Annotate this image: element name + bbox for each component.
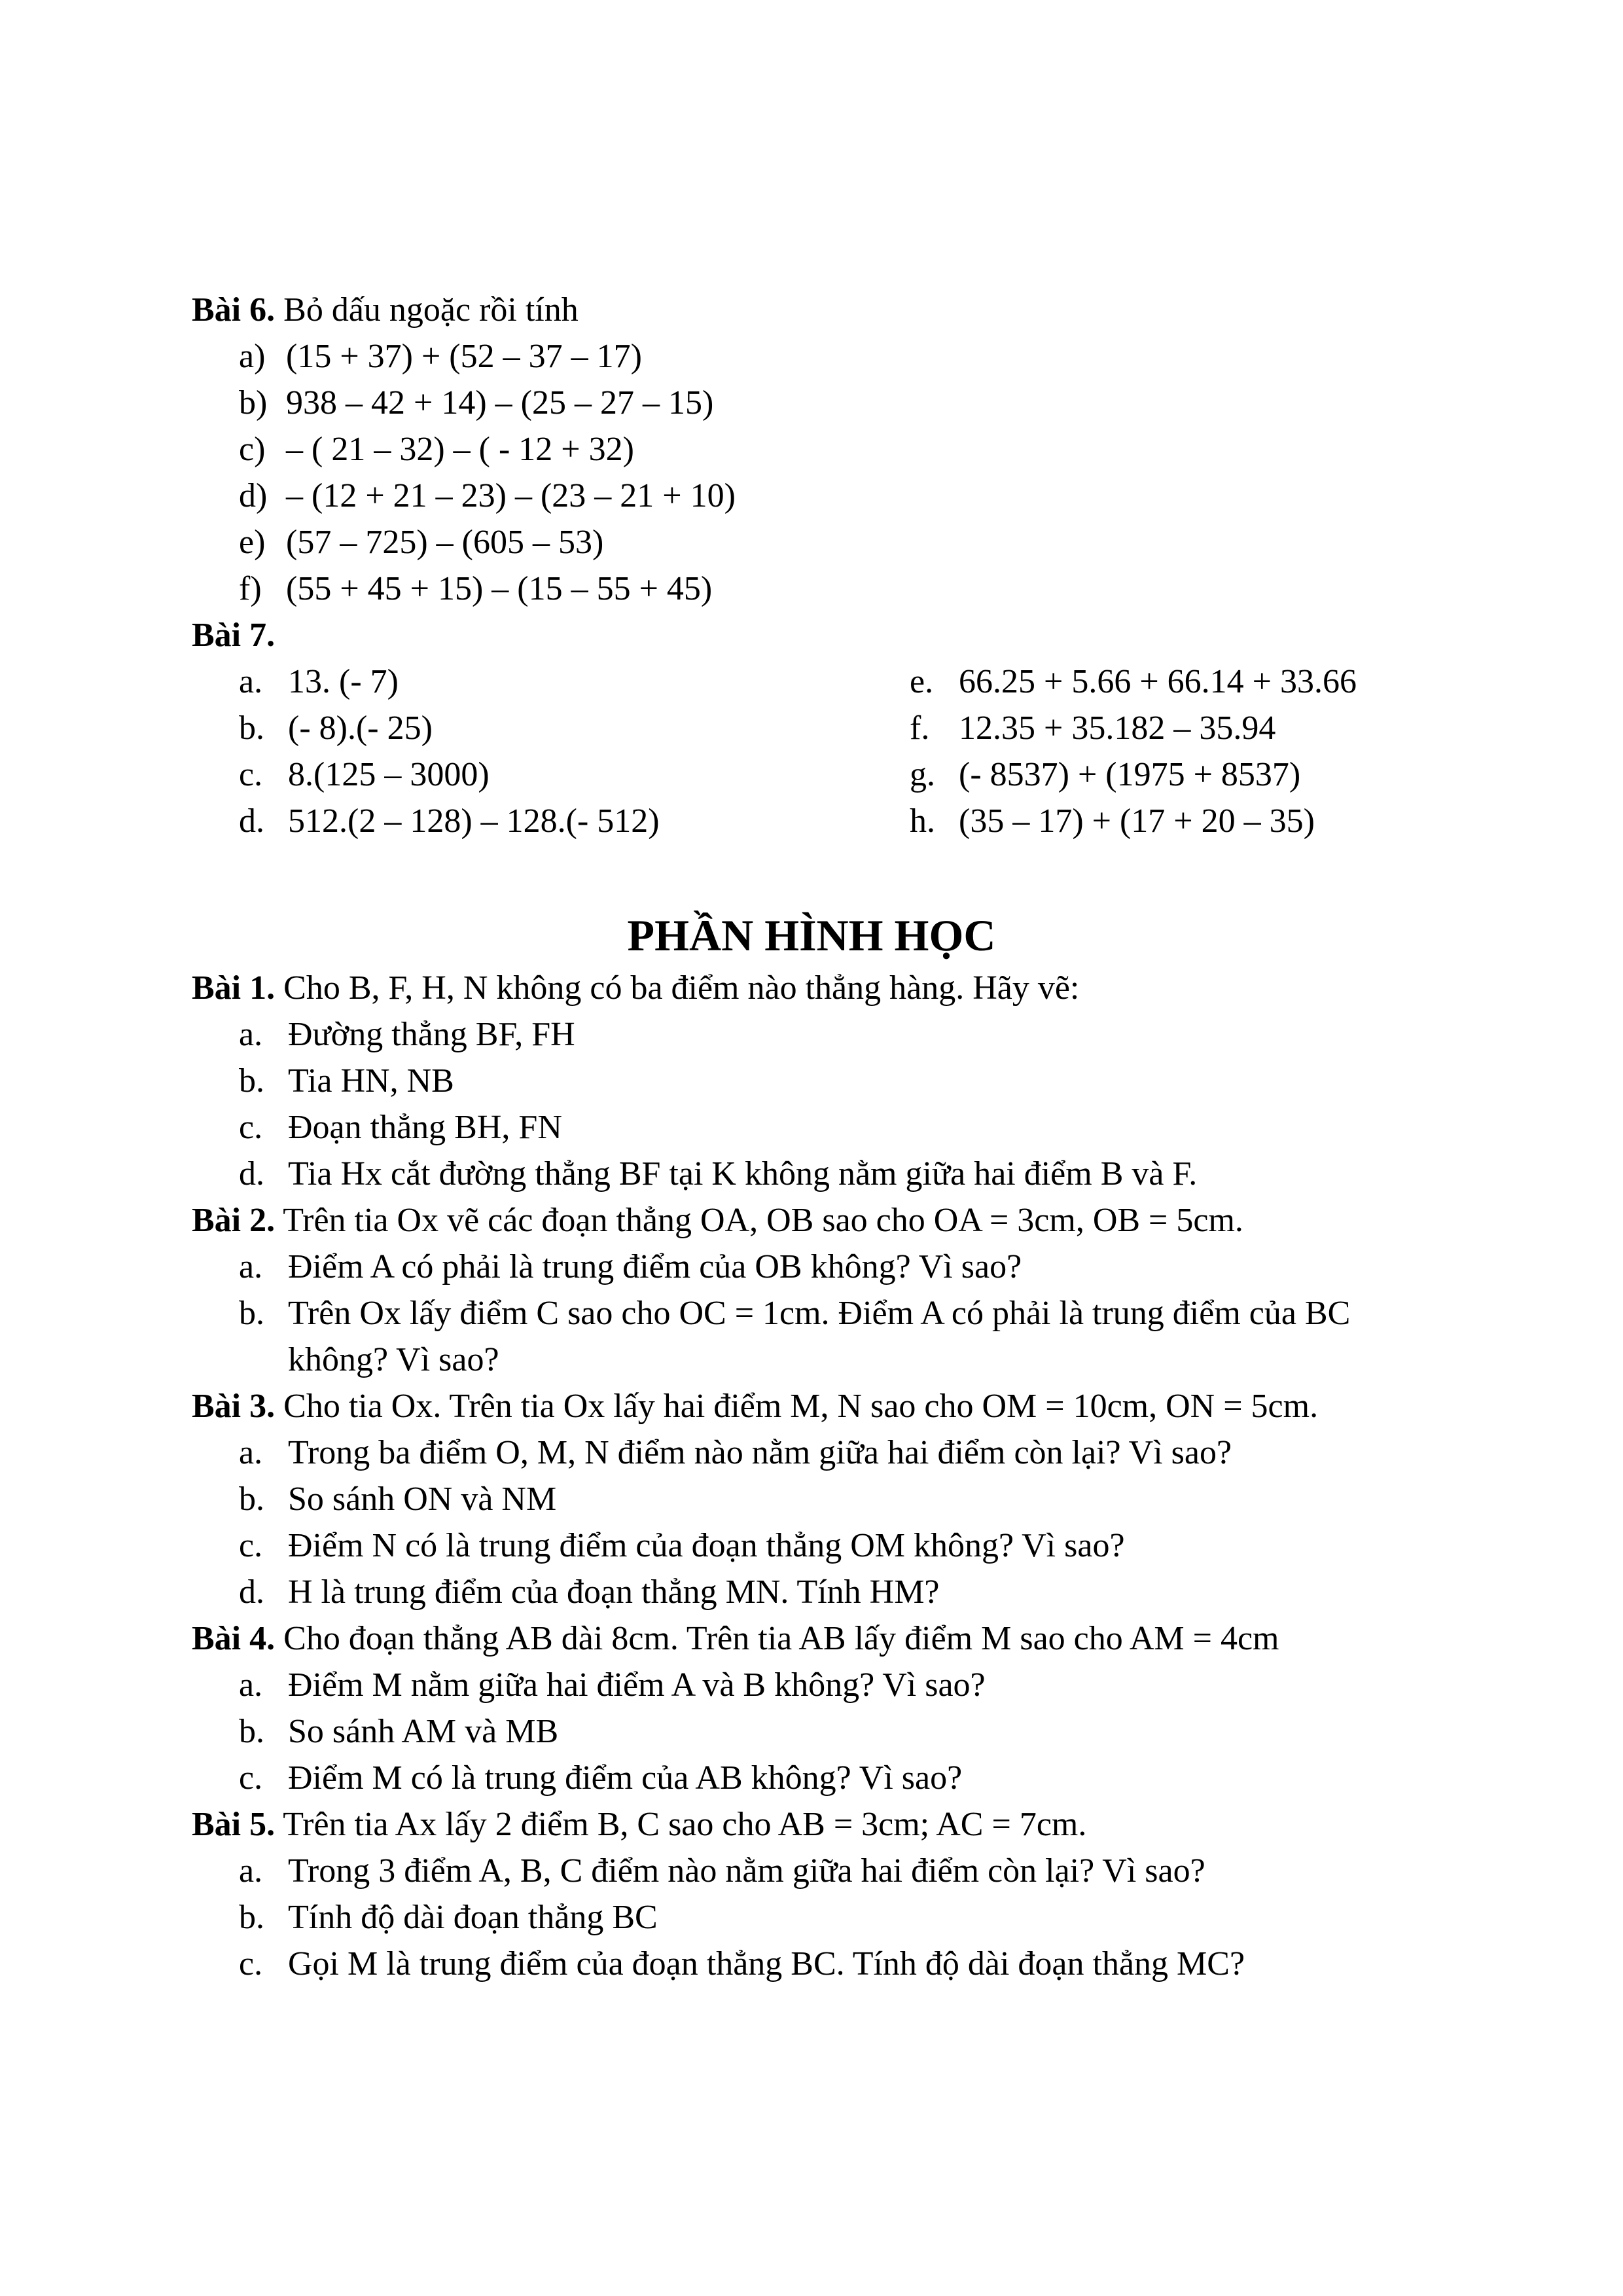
item-text: Tia Hx cắt đường thẳng BF tại K không nằm giữa hai điểm B và F. (288, 1155, 1198, 1193)
item-text: – (12 + 21 – 23) – (23 – 21 + 10) (286, 477, 736, 514)
item-marker: c) (239, 431, 266, 468)
item-text: (35 – 17) + (17 + 20 – 35) (959, 802, 1315, 840)
item-text: Trên Ox lấy điểm C sao cho OC = 1cm. Điểm A có phải là trung điểm của BC (288, 1295, 1351, 1332)
item-text: Điểm N có là trung điểm của đoạn thẳng OM không? Vì sao? (288, 1527, 1125, 1564)
item-marker: a. (239, 1016, 263, 1053)
item-marker: a. (239, 1434, 263, 1471)
item-marker: d) (239, 477, 268, 514)
item-marker: c. (239, 1759, 263, 1797)
item-marker: e) (239, 524, 266, 561)
bai7-label: Bài 7. (192, 617, 276, 654)
item-marker: b. (239, 1295, 264, 1332)
item-text: (55 + 45 + 15) – (15 – 55 + 45) (286, 570, 713, 607)
bai6-title: Bỏ dấu ngoặc rồi tính (283, 291, 579, 329)
item-marker: b. (239, 709, 264, 747)
geo-bai2-header (192, 1204, 1243, 1238)
item-marker: a) (239, 338, 266, 375)
item-text: Tính độ dài đoạn thẳng BC (288, 1899, 658, 1936)
item-marker: b. (239, 1062, 264, 1100)
item-text: Đoạn thẳng BH, FN (288, 1109, 562, 1146)
item-text: 12.35 + 35.182 – 35.94 (959, 709, 1276, 747)
item-text: 8.(125 – 3000) (288, 756, 490, 793)
item-marker: a. (239, 1852, 263, 1890)
item-text: 13. (- 7) (288, 663, 399, 700)
geo-bai4-header (192, 1622, 1279, 1656)
bai6-header (192, 293, 579, 327)
problem-text: Cho tia Ox. Trên tia Ox lấy hai điểm M, N sao cho OM = 10cm, ON = 5cm. (283, 1388, 1319, 1425)
item-text: Trong 3 điểm A, B, C điểm nào nằm giữa hai điểm còn lại? Vì sao? (288, 1852, 1205, 1890)
item-marker: c. (239, 756, 263, 793)
item-text: H là trung điểm của đoạn thẳng MN. Tính HM? (288, 1573, 940, 1611)
item-marker: a. (239, 1248, 263, 1285)
item-marker: b. (239, 1899, 264, 1936)
item-marker: c. (239, 1527, 263, 1564)
item-marker: d. (239, 802, 264, 840)
item-text: So sánh AM và MB (288, 1713, 559, 1750)
item-marker: a. (239, 663, 263, 700)
problem-text: Trên tia Ox vẽ các đoạn thẳng OA, OB sao cho OA = 3cm, OB = 5cm. (283, 1202, 1243, 1239)
problem-label: Bài 3. (192, 1388, 276, 1425)
problem-label: Bài 4. (192, 1620, 276, 1657)
item-marker: b) (239, 384, 268, 422)
item-marker: h. (910, 802, 935, 840)
item-text: Trong ba điểm O, M, N điểm nào nằm giữa hai điểm còn lại? Vì sao? (288, 1434, 1232, 1471)
item-text: – ( 21 – 32) – ( - 12 + 32) (286, 431, 634, 468)
problem-text: Trên tia Ax lấy 2 điểm B, C sao cho AB = 3cm; AC = 7cm. (283, 1806, 1087, 1843)
item-marker: d. (239, 1573, 264, 1611)
item-text: (15 + 37) + (52 – 37 – 17) (286, 338, 642, 375)
item-marker: c. (239, 1109, 263, 1146)
geo-bai1-header (192, 971, 1079, 1005)
problem-label: Bài 1. (192, 969, 276, 1007)
item-marker: e. (910, 663, 934, 700)
item-text: Điểm M nằm giữa hai điểm A và B không? Vì sao? (288, 1666, 986, 1704)
item-marker: a. (239, 1666, 263, 1704)
problem-text: Cho B, F, H, N không có ba điểm nào thẳng hàng. Hãy vẽ: (275, 969, 1080, 1007)
item-text: 512.(2 – 128) – 128.(- 512) (288, 802, 660, 840)
item-text: Điểm M có là trung điểm của AB không? Vì sao? (288, 1759, 963, 1797)
item-text: (- 8537) + (1975 + 8537) (959, 756, 1301, 793)
item-marker: b. (239, 1713, 264, 1750)
problem-label: Bài 2. (192, 1202, 276, 1239)
item-text: (57 – 725) – (605 – 53) (286, 524, 604, 561)
problem-label: Bài 5. (192, 1806, 276, 1843)
geo-bai3-header (192, 1390, 1318, 1424)
problem-text: Cho đoạn thẳng AB dài 8cm. Trên tia AB lấy điểm M sao cho AM = 4cm (283, 1620, 1279, 1657)
item-text: 938 – 42 + 14) – (25 – 27 – 15) (286, 384, 714, 422)
section-heading: PHẦN HÌNH HỌC (627, 910, 996, 960)
item-marker: b. (239, 1480, 264, 1518)
item-text: Tia HN, NB (288, 1062, 454, 1100)
item-text: Đường thẳng BF, FH (288, 1016, 575, 1053)
item-text: Gọi M là trung điểm của đoạn thẳng BC. Tính độ dài đoạn thẳng MC? (288, 1945, 1245, 1982)
item-marker: c. (239, 1945, 263, 1982)
geo-bai2-item-b-continuation: không? Vì sao? (288, 1341, 499, 1378)
item-marker: d. (239, 1155, 264, 1193)
item-text: (- 8).(- 25) (288, 709, 433, 747)
item-marker: g. (910, 756, 935, 793)
geo-bai5-header (192, 1808, 1086, 1842)
item-marker: f. (910, 709, 930, 747)
item-text: 66.25 + 5.66 + 66.14 + 33.66 (959, 663, 1357, 700)
item-text: Điểm A có phải là trung điểm của OB không? Vì sao? (288, 1248, 1022, 1285)
bai6-label: Bài 6. (192, 291, 276, 329)
item-marker: f) (239, 570, 262, 607)
item-text: So sánh ON và NM (288, 1480, 557, 1518)
